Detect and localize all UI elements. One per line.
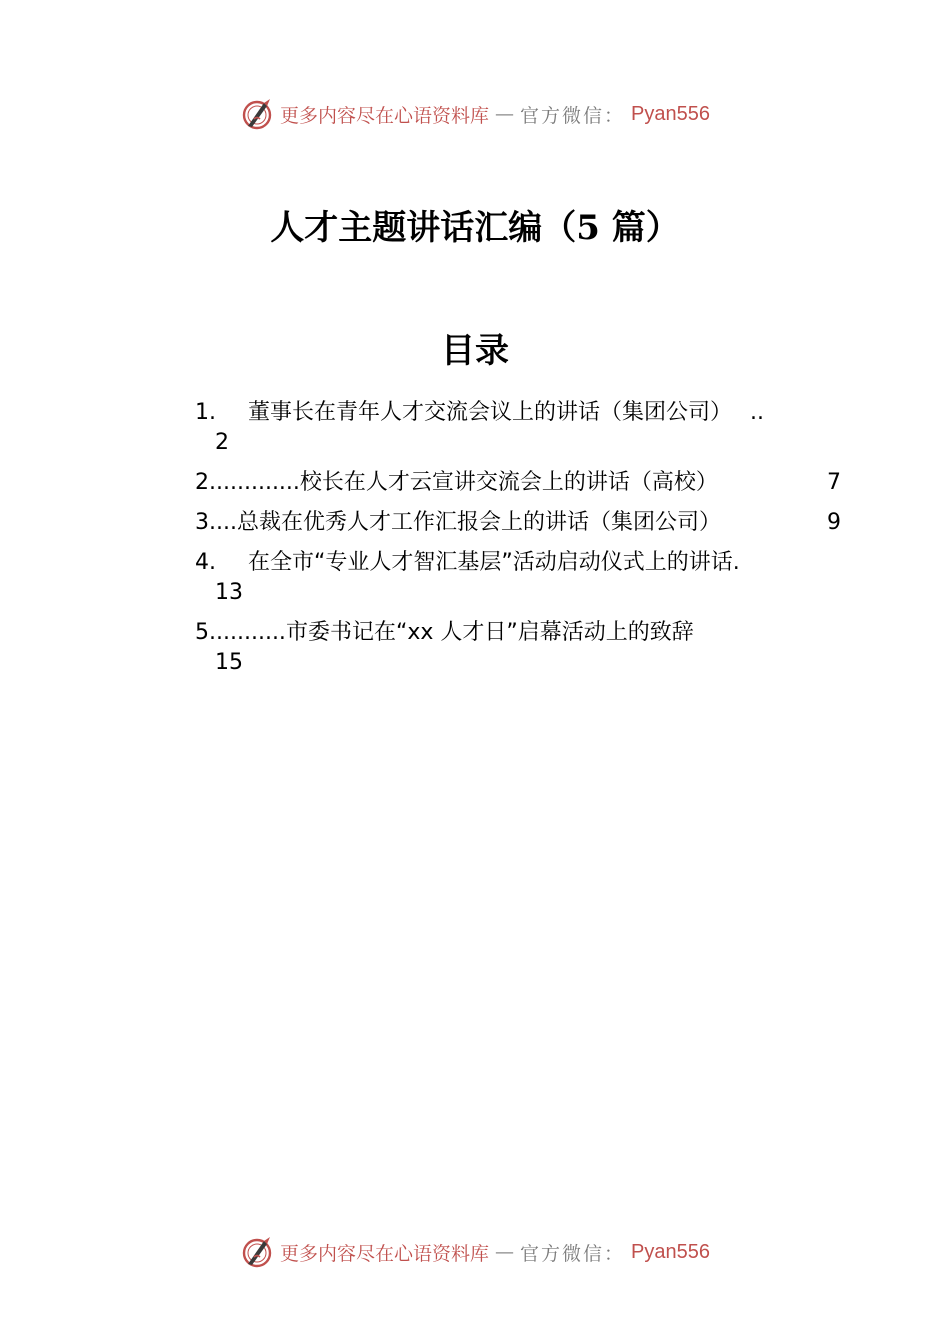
document-title: 人才主题讲话汇编（5 篇） [270, 208, 680, 248]
toc-entry-leader: ........... [209, 620, 286, 645]
toc-entry-2[interactable] [195, 468, 855, 508]
toc-entry-title: 董事长在青年人才交流会议上的讲话（集团公司） [248, 400, 733, 425]
toc-entry-page: 2 [215, 430, 229, 455]
banner-wechat-label: 官方微信： [520, 104, 626, 127]
toc-entry-4[interactable] [195, 548, 855, 618]
toc-entry-title: 校长在人才云宣讲交流会上的讲话（高校） [299, 470, 718, 495]
quill-pen-logo-icon [240, 97, 274, 131]
toc-entry-leader: .. [750, 400, 765, 425]
toc-entry-page: 7 [827, 470, 841, 495]
banner-separator: — [495, 1241, 515, 1263]
banner-wechat-id: Pyan556 [631, 1240, 710, 1263]
toc-entry-title: 在全市“专业人才智汇基层”活动启动仪式上的讲话 [248, 550, 733, 575]
toc-entry-number: 3 [195, 510, 209, 535]
banner-wechat-label: 官方微信： [520, 1242, 626, 1265]
toc-entry-page: 9 [827, 510, 841, 535]
toc-entry-page: 15 [215, 650, 243, 675]
quill-pen-logo-icon [240, 1235, 274, 1269]
toc-entry-number: 1. [195, 400, 216, 425]
toc-entry-number: 2 [195, 470, 209, 495]
toc-entry-leader: . [732, 550, 740, 575]
banner-brand-text: 更多内容尽在心语资料库 [280, 1242, 490, 1265]
table-of-contents [195, 398, 855, 688]
toc-entry-page: 13 [215, 580, 243, 605]
banner-brand-text: 更多内容尽在心语资料库 [280, 104, 490, 127]
toc-entry-leader: ............. [209, 470, 300, 495]
banner-separator: — [495, 103, 515, 125]
toc-entry-number: 4. [195, 550, 216, 575]
toc-entry-title: 市委书记在“xx 人才日”启幕活动上的致辞 [285, 620, 694, 645]
toc-entry-1[interactable] [195, 398, 855, 468]
banner-wechat-id: Pyan556 [631, 102, 710, 125]
toc-entry-leader: .... [209, 510, 237, 535]
toc-entry-number: 5 [195, 620, 209, 645]
footer-banner [0, 1232, 950, 1272]
toc-entry-title: 总裁在优秀人才工作汇报会上的讲话（集团公司） [236, 510, 721, 535]
toc-entry-3[interactable] [195, 508, 855, 548]
header-banner [0, 94, 950, 134]
toc-heading: 目录 [441, 331, 509, 371]
toc-entry-5[interactable] [195, 618, 855, 688]
